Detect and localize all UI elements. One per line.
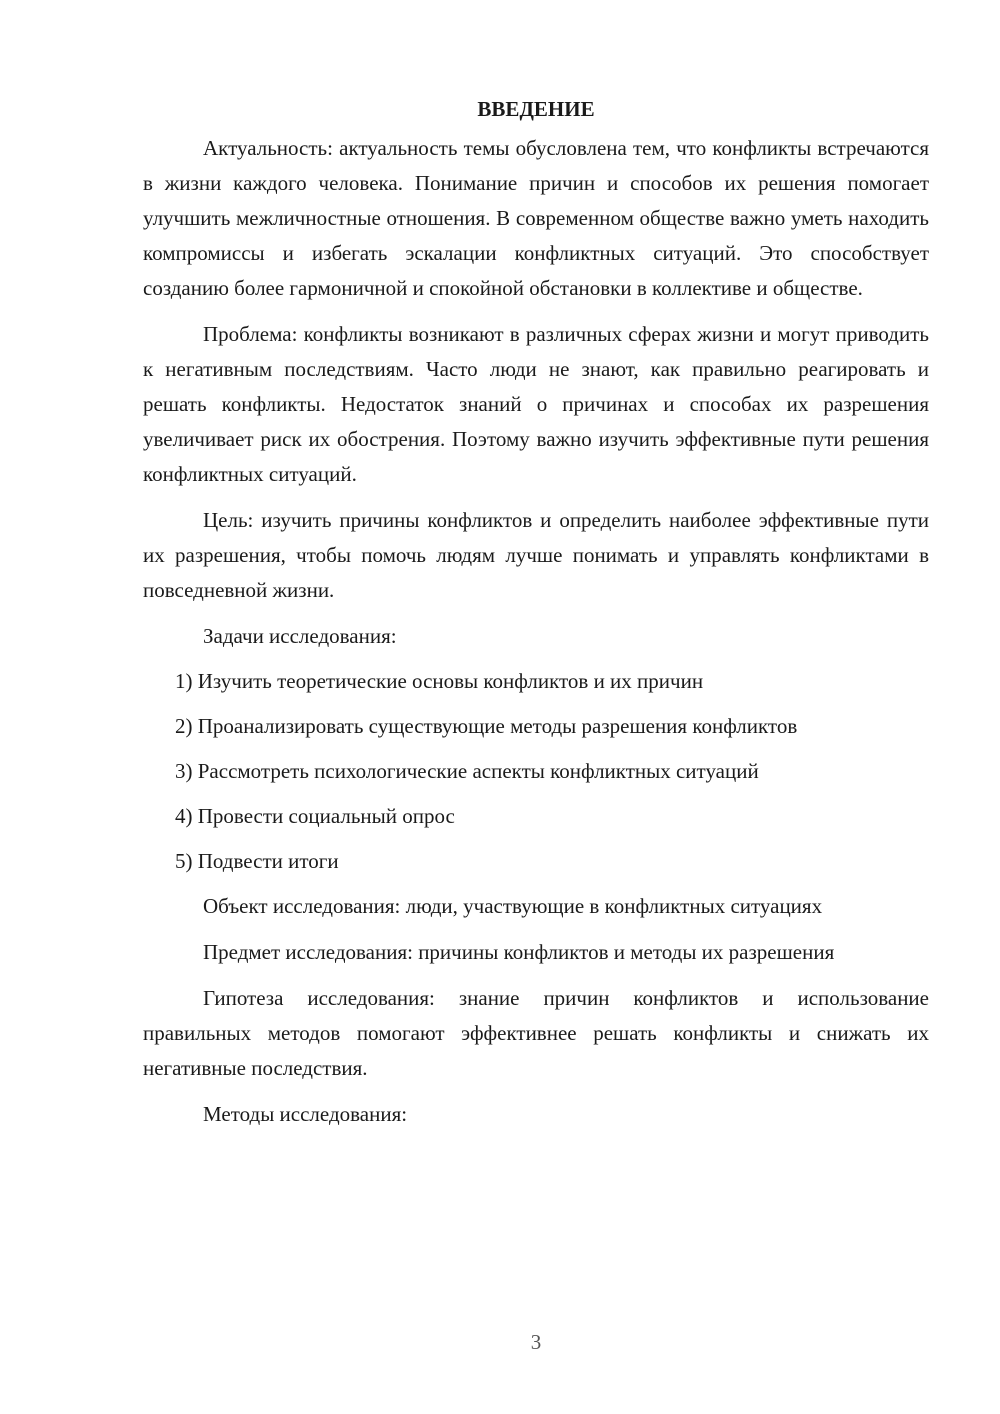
problem-paragraph: Проблема: конфликты возникают в различных сферах жизни и могут приводить к негативным последствиям. Часто люди не знают, как правильно реагировать и решать конфликты. Недостаток знаний о причинах и способах их разрешения увеличивает риск их обострения. Поэтому важно изучить эффективные пути решения конфликтных ситуаций. (143, 322, 929, 486)
task-item: 3) Рассмотреть психологические аспекты конфликтных ситуаций (175, 759, 759, 783)
task-item: 5) Подвести итоги (175, 849, 339, 873)
task-item: 1) Изучить теоретические основы конфликтов и их причин (175, 669, 704, 693)
section-title: ВВЕДЕНИЕ (477, 97, 595, 121)
document-page (143, 92, 929, 1142)
tasks-heading: Задачи исследования: (203, 624, 397, 648)
tasks-list (143, 664, 929, 879)
relevance-paragraph: Актуальность: актуальность темы обусловлена тем, что конфликты встречаются в жизни каждого человека. Понимание причин и способов их решения помогает улучшить межличностные отношения. В современном обществе важно уметь находить компромиссы и избегать эскалации конфликтных ситуаций. Это способствует созданию более гармоничной и спокойной обстановки в коллективе и обществе. (143, 136, 929, 300)
goal-paragraph: Цель: изучить причины конфликтов и определить наиболее эффективные пути их разрешения, чтобы помочь людям лучше понимать и управлять конфликтами в повседневной жизни. (143, 508, 929, 602)
task-item: 4) Провести социальный опрос (175, 804, 455, 828)
task-item: 2) Проанализировать существующие методы разрешения конфликтов (175, 714, 798, 738)
object-paragraph: Объект исследования: люди, участвующие в конфликтных ситуациях (203, 894, 823, 918)
page-number: 3 (530, 1330, 542, 1354)
methods-heading: Методы исследования: (203, 1102, 408, 1126)
hypothesis-paragraph: Гипотеза исследования: знание причин конфликтов и использование правильных методов помогают эффективнее решать конфликты и снижать их негативные последствия. (143, 986, 929, 1080)
subject-paragraph: Предмет исследования: причины конфликтов и методы их разрешения (203, 940, 835, 964)
